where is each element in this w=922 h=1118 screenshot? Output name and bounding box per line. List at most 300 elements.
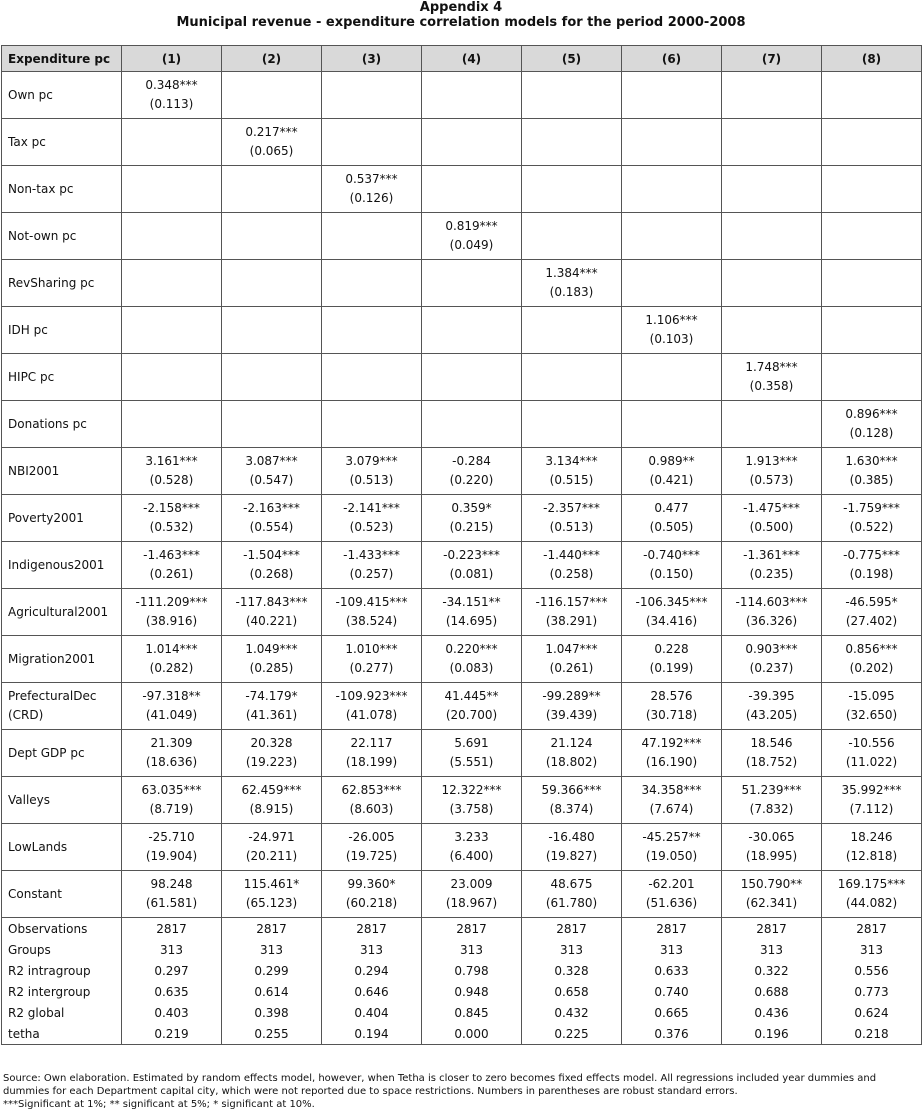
coefficient: 3.079*** [345, 454, 398, 468]
standard-error: (0.522) [849, 520, 894, 534]
row-label-text: Non-tax pc [8, 182, 74, 196]
coefficient: -99.289** [542, 689, 601, 703]
stat-cell: 0.376 [622, 1023, 722, 1045]
stat-cell: 0.948 [422, 981, 522, 1002]
stat-cell: 0.688 [722, 981, 822, 1002]
table-row [2, 72, 922, 119]
table-cell [222, 636, 322, 683]
table-cell [222, 777, 322, 824]
standard-error: (0.128) [849, 426, 894, 440]
stat-cell: 313 [722, 939, 822, 960]
standard-error: (61.780) [545, 896, 598, 910]
significance-note: ***Significant at 1%; ** significant at 5%; * significant at 10%. [3, 1099, 315, 1110]
coefficient: -1.759*** [843, 501, 900, 515]
standard-error: (11.022) [845, 755, 898, 769]
stat-cell: 0.219 [122, 1023, 222, 1045]
coefficient: -117.843*** [235, 595, 308, 609]
table-cell [122, 213, 222, 260]
table-cell [722, 72, 822, 119]
table-row [2, 401, 922, 448]
row-label [2, 401, 122, 448]
table-cell [822, 636, 922, 683]
standard-error: (0.500) [749, 520, 794, 534]
stat-cell: 0.294 [322, 960, 422, 981]
table-cell [822, 871, 922, 918]
coefficient: -62.201 [648, 877, 695, 891]
table-row [2, 354, 922, 401]
standard-error: (0.277) [349, 661, 394, 675]
table-row [2, 777, 922, 824]
table-row [2, 213, 922, 260]
coefficient: 1.047*** [545, 642, 598, 656]
row-label-text: Agricultural2001 [8, 605, 109, 619]
row-label [2, 824, 122, 871]
table-cell [422, 730, 522, 777]
coefficient: 0.989** [648, 454, 695, 468]
table-cell [622, 871, 722, 918]
table-cell [122, 260, 222, 307]
table-cell [322, 777, 422, 824]
table-cell [522, 213, 622, 260]
table-cell [222, 824, 322, 871]
stat-cell: 0.194 [322, 1023, 422, 1045]
stat-cell: 0.658 [522, 981, 622, 1002]
table-cell [422, 589, 522, 636]
coefficient: -116.157*** [535, 595, 608, 609]
coefficient: 99.360* [347, 877, 396, 891]
coefficient: -1.475*** [743, 501, 800, 515]
table-cell [822, 72, 922, 119]
table-cell [222, 260, 322, 307]
standard-error: (0.083) [449, 661, 494, 675]
table-cell [522, 166, 622, 213]
coefficient: 62.853*** [341, 783, 402, 797]
coefficient: 5.691 [454, 736, 489, 750]
row-label-text: Donations pc [8, 417, 87, 431]
table-cell [822, 119, 922, 166]
standard-error: (0.554) [249, 520, 294, 534]
coefficient: 41.445** [444, 689, 499, 703]
table-row [2, 307, 922, 354]
coefficient: -0.740*** [643, 548, 700, 562]
table-cell [722, 871, 822, 918]
table-cell [522, 354, 622, 401]
stat-cell: 0.225 [522, 1023, 622, 1045]
header-model-8: (8) [822, 46, 922, 72]
stat-cell: 0.322 [722, 960, 822, 981]
coefficient: 0.217*** [245, 125, 298, 139]
coefficient: 98.248 [150, 877, 193, 891]
coefficient: -74.179* [245, 689, 298, 703]
coefficient: 115.461* [243, 877, 300, 891]
row-label [2, 636, 122, 683]
header-model-6: (6) [622, 46, 722, 72]
standard-error: (19.223) [245, 755, 298, 769]
page-title: Appendix 4 [419, 0, 503, 15]
stat-label: R2 global [2, 1002, 122, 1023]
table-cell [222, 542, 322, 589]
stat-cell: 0.436 [722, 1002, 822, 1023]
standard-error: (0.261) [149, 567, 194, 581]
table-cell [822, 495, 922, 542]
table-header-row [2, 46, 922, 72]
table-row [2, 636, 922, 683]
coefficient: 169.175*** [837, 877, 906, 891]
stat-cell: 0.635 [122, 981, 222, 1002]
table-cell [722, 730, 822, 777]
stat-cell: 0.218 [822, 1023, 922, 1045]
coefficient: -46.595* [845, 595, 898, 609]
coefficient: -0.775*** [843, 548, 900, 562]
standard-error: (18.967) [445, 896, 498, 910]
stat-cell: 0.299 [222, 960, 322, 981]
coefficient: 21.309 [150, 736, 193, 750]
coefficient: 3.233 [454, 830, 489, 844]
table-cell [822, 589, 922, 636]
standard-error: (0.513) [349, 473, 394, 487]
header-model-3: (3) [322, 46, 422, 72]
table-cell [322, 730, 422, 777]
stat-cell: 313 [522, 939, 622, 960]
stat-cell: 313 [822, 939, 922, 960]
table-cell [422, 683, 522, 730]
stat-cell: 0.255 [222, 1023, 322, 1045]
table-cell [622, 119, 722, 166]
standard-error: (0.065) [249, 144, 294, 158]
table-cell [322, 871, 422, 918]
stat-row [2, 981, 922, 1002]
table-cell [322, 354, 422, 401]
standard-error: (38.524) [345, 614, 398, 628]
row-label [2, 213, 122, 260]
standard-error: (0.150) [649, 567, 694, 581]
coefficient: 0.348*** [145, 78, 198, 92]
coefficient: 34.358*** [641, 783, 702, 797]
table-cell [722, 401, 822, 448]
stat-cell: 313 [622, 939, 722, 960]
standard-error: (30.718) [645, 708, 698, 722]
coefficient: -2.163*** [243, 501, 300, 515]
table-cell [322, 824, 422, 871]
standard-error: (41.361) [245, 708, 298, 722]
standard-error: (7.112) [849, 802, 894, 816]
standard-error: (0.573) [749, 473, 794, 487]
row-label-text: Migration2001 [8, 652, 96, 666]
table-cell [522, 260, 622, 307]
standard-error: (27.402) [845, 614, 898, 628]
standard-error: (5.551) [449, 755, 494, 769]
standard-error: (62.341) [745, 896, 798, 910]
standard-error: (38.291) [545, 614, 598, 628]
standard-error: (19.050) [645, 849, 698, 863]
standard-error: (0.528) [149, 473, 194, 487]
row-label [2, 307, 122, 354]
standard-error: (19.827) [545, 849, 598, 863]
table-cell [122, 636, 222, 683]
table-cell [822, 354, 922, 401]
coefficient: -34.151** [442, 595, 501, 609]
coefficient: 1.049*** [245, 642, 298, 656]
row-label [2, 448, 122, 495]
standard-error: (0.183) [549, 285, 594, 299]
standard-error: (38.916) [145, 614, 198, 628]
table-cell [222, 730, 322, 777]
standard-error: (0.285) [249, 661, 294, 675]
standard-error: (0.220) [449, 473, 494, 487]
header-model-5: (5) [522, 46, 622, 72]
table-cell [122, 542, 222, 589]
table-cell [722, 542, 822, 589]
stat-cell: 313 [322, 939, 422, 960]
coefficient: 3.087*** [245, 454, 298, 468]
table-cell [222, 401, 322, 448]
stat-cell: 0.798 [422, 960, 522, 981]
table-cell [322, 260, 422, 307]
table-cell [722, 307, 822, 354]
coefficient: -114.603*** [735, 595, 808, 609]
coefficient: 150.790** [740, 877, 803, 891]
table-cell [822, 730, 922, 777]
table-row [2, 260, 922, 307]
standard-error: (16.190) [645, 755, 698, 769]
table-cell [122, 119, 222, 166]
table-cell [622, 307, 722, 354]
coefficient: 0.359* [451, 501, 492, 515]
table-row [2, 871, 922, 918]
table-cell [422, 871, 522, 918]
row-label-text: NBI2001 [8, 464, 60, 478]
coefficient: -10.556 [848, 736, 895, 750]
coefficient: -109.923*** [335, 689, 408, 703]
row-label-text: Tax pc [8, 135, 46, 149]
row-label-text: LowLands [8, 840, 68, 854]
standard-error: (0.049) [449, 238, 494, 252]
standard-error: (8.374) [549, 802, 594, 816]
standard-error: (0.198) [849, 567, 894, 581]
coefficient: 62.459*** [241, 783, 302, 797]
stat-cell: 2817 [222, 918, 322, 940]
table-cell [622, 495, 722, 542]
standard-error: (3.758) [449, 802, 494, 816]
coefficient: 0.477 [654, 501, 689, 515]
coefficient: -26.005 [348, 830, 395, 844]
standard-error: (0.199) [649, 661, 694, 675]
coefficient: 23.009 [450, 877, 493, 891]
table-cell [722, 589, 822, 636]
title-block [0, 0, 922, 31]
standard-error: (0.547) [249, 473, 294, 487]
header-model-4: (4) [422, 46, 522, 72]
table-cell [122, 354, 222, 401]
coefficient: 0.220*** [445, 642, 498, 656]
standard-error: (65.123) [245, 896, 298, 910]
standard-error: (32.650) [845, 708, 898, 722]
row-label-text: Constant [8, 887, 62, 901]
standard-error: (7.674) [649, 802, 694, 816]
standard-error: (61.581) [145, 896, 198, 910]
table-cell [322, 119, 422, 166]
stat-cell: 0.624 [822, 1002, 922, 1023]
stat-cell: 313 [122, 939, 222, 960]
standard-error: (39.439) [545, 708, 598, 722]
table-cell [122, 495, 222, 542]
coefficient: -1.433*** [343, 548, 400, 562]
table-cell [722, 495, 822, 542]
source-note: Source: Own elaboration. Estimated by random effects model, however, when Tetha is closer to zero becomes fixed effects model. All regressions included year dummies and dummies for each Department capital city, which were not reported due to space restrictions. Numbers in parentheses are robust standard errors. [3, 1073, 877, 1097]
coefficient: -1.361*** [743, 548, 800, 562]
stat-cell: 313 [422, 939, 522, 960]
table-cell [822, 166, 922, 213]
table-cell [122, 824, 222, 871]
table-cell [422, 542, 522, 589]
header-variable: Expenditure pc [2, 46, 122, 72]
standard-error: (18.636) [145, 755, 198, 769]
row-label-text: Own pc [8, 88, 53, 102]
standard-error: (0.505) [649, 520, 694, 534]
table-cell [722, 777, 822, 824]
coefficient: 48.675 [550, 877, 593, 891]
standard-error: (14.695) [445, 614, 498, 628]
table-cell [122, 589, 222, 636]
table-cell [222, 213, 322, 260]
standard-error: (60.218) [345, 896, 398, 910]
table-cell [322, 448, 422, 495]
row-label [2, 166, 122, 213]
stat-cell: 0.773 [822, 981, 922, 1002]
row-label-text: RevSharing pc [8, 276, 95, 290]
standard-error: (0.215) [449, 520, 494, 534]
table-cell [222, 683, 322, 730]
coefficient: 0.903*** [745, 642, 798, 656]
standard-error: (0.282) [149, 661, 194, 675]
stat-label: R2 intergroup [2, 981, 122, 1002]
stat-row [2, 1002, 922, 1023]
standard-error: (0.126) [349, 191, 394, 205]
stat-cell: 0.845 [422, 1002, 522, 1023]
table-cell [822, 824, 922, 871]
coefficient: 1.014*** [145, 642, 198, 656]
standard-error: (0.358) [749, 379, 794, 393]
standard-error: (0.385) [849, 473, 894, 487]
table-row [2, 683, 922, 730]
coefficient: -15.095 [848, 689, 895, 703]
table-cell [422, 636, 522, 683]
table-cell [722, 213, 822, 260]
table-row [2, 542, 922, 589]
table-cell [622, 448, 722, 495]
row-label [2, 683, 122, 730]
standard-error: (18.199) [345, 755, 398, 769]
table-cell [122, 448, 222, 495]
table-cell [722, 683, 822, 730]
table-cell [322, 401, 422, 448]
table-cell [522, 542, 622, 589]
standard-error: (0.235) [749, 567, 794, 581]
stat-cell: 0.328 [522, 960, 622, 981]
row-label [2, 542, 122, 589]
row-label-text-2: (CRD) [8, 708, 44, 722]
table-cell [622, 401, 722, 448]
coefficient: 1.106*** [645, 313, 698, 327]
table-cell [822, 683, 922, 730]
stat-label: Observations [2, 918, 122, 940]
table-cell [422, 260, 522, 307]
table-cell [422, 495, 522, 542]
table-cell [522, 495, 622, 542]
stat-cell: 0.403 [122, 1002, 222, 1023]
table-cell [522, 589, 622, 636]
table-cell [122, 72, 222, 119]
table-cell [322, 213, 422, 260]
table-cell [622, 824, 722, 871]
coefficient: -25.710 [148, 830, 195, 844]
stat-label: Groups [2, 939, 122, 960]
header-model-7: (7) [722, 46, 822, 72]
coefficient: 3.134*** [545, 454, 598, 468]
table-cell [722, 636, 822, 683]
coefficient: 21.124 [550, 736, 593, 750]
stat-cell: 0.432 [522, 1002, 622, 1023]
standard-error: (41.078) [345, 708, 398, 722]
stat-cell: 0.740 [622, 981, 722, 1002]
table-cell [222, 354, 322, 401]
coefficient: -97.318** [142, 689, 201, 703]
table-cell [522, 401, 622, 448]
standard-error: (20.211) [245, 849, 298, 863]
stat-cell: 2817 [522, 918, 622, 940]
row-label [2, 777, 122, 824]
table-cell [522, 72, 622, 119]
stat-cell: 2817 [422, 918, 522, 940]
standard-error: (0.268) [249, 567, 294, 581]
table-cell [422, 354, 522, 401]
table-cell [122, 307, 222, 354]
stat-cell: 2817 [622, 918, 722, 940]
standard-error: (8.915) [249, 802, 294, 816]
standard-error: (0.523) [349, 520, 394, 534]
table-cell [622, 213, 722, 260]
table-cell [522, 119, 622, 166]
coefficient: 22.117 [350, 736, 393, 750]
table-cell [522, 777, 622, 824]
table-cell [222, 166, 322, 213]
coefficient: 1.630*** [845, 454, 898, 468]
standard-error: (0.081) [449, 567, 494, 581]
row-label [2, 730, 122, 777]
table-cell [422, 213, 522, 260]
page-subtitle: Municipal revenue - expenditure correlation models for the period 2000-2008 [176, 15, 746, 30]
table-cell [322, 166, 422, 213]
table-cell [722, 448, 822, 495]
table-cell [322, 542, 422, 589]
standard-error: (0.421) [649, 473, 694, 487]
row-label [2, 119, 122, 166]
coefficient: -1.440*** [543, 548, 600, 562]
row-label [2, 871, 122, 918]
standard-error: (8.719) [149, 802, 194, 816]
table-cell [322, 495, 422, 542]
stat-row [2, 918, 922, 940]
standard-error: (18.752) [745, 755, 798, 769]
row-label-text: PrefecturalDec [8, 689, 97, 703]
row-label [2, 354, 122, 401]
stat-cell: 313 [222, 939, 322, 960]
table-cell [122, 166, 222, 213]
stat-cell: 0.398 [222, 1002, 322, 1023]
table-notes [3, 1072, 919, 1111]
table-row [2, 448, 922, 495]
stat-cell: 0.196 [722, 1023, 822, 1045]
